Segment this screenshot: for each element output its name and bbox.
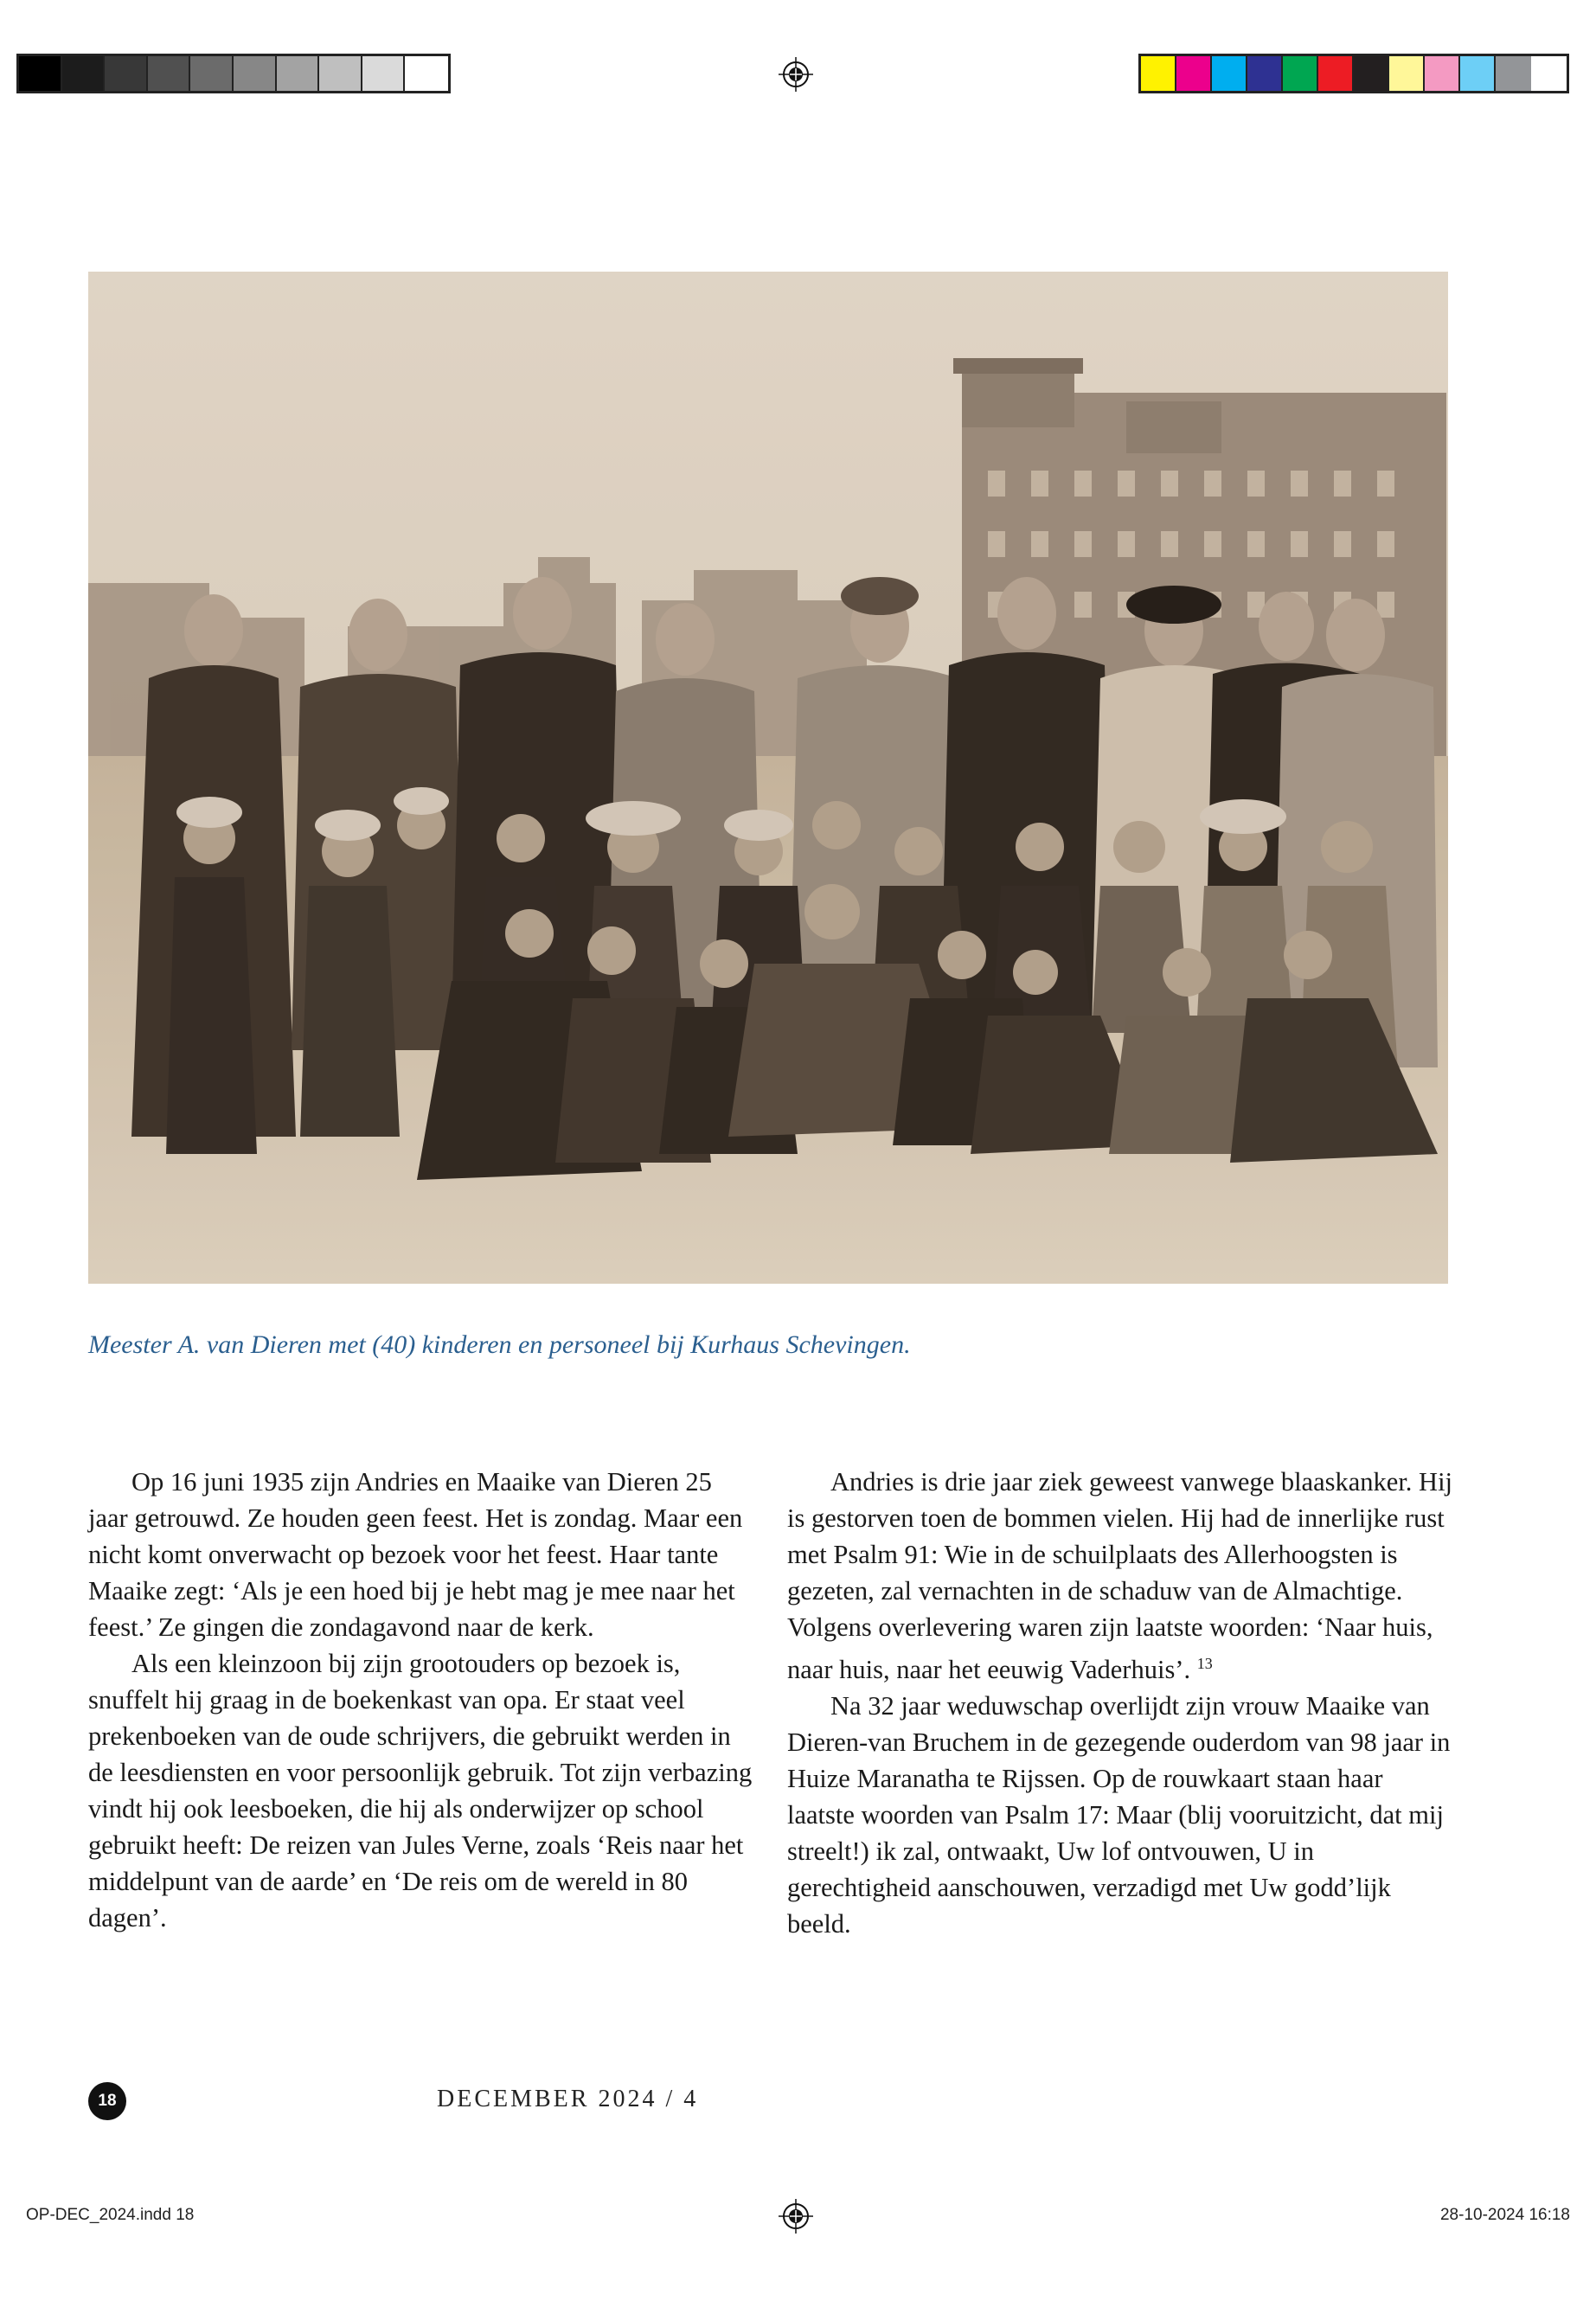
color-swatch [1141,56,1176,91]
color-swatch [1496,56,1531,91]
slug-timestamp: 28-10-2024 16:18 [1439,2206,1570,2224]
color-swatch [1460,56,1496,91]
body-paragraph [787,1464,1453,1688]
historic-group-photo [88,272,1448,1284]
body-paragraph: Na 32 jaar weduwschap overlijdt zijn vrouw Maaike van Dieren-van Bruchem in de gezegende ouderdom van 98 jaar in Huize Maranatha te Rijssen. Op de rouwkaart staan haar laatste woorden van Psalm 17: Maar (blij vooruitzicht, dat mij streelt!) ik zal, ontwaakt, Uw lof ontvouwen, U in gerechtigheid aanschouwen, verzadigd met Uw godd’lijk beeld. [787,1691,1451,1939]
gray-swatch [19,56,62,91]
gray-swatch [234,56,277,91]
registration-mark-icon [779,2199,813,2234]
color-swatch [1247,56,1283,91]
gray-swatch [319,56,362,91]
body-paragraph: Als een kleinzoon bij zijn grootouders op bezoek is, snuffelt hij graag in de boekenkast van opa. Er staat veel prekenboeken van de oude schrijvers, die gebruikt werden in de leesdiensten en voor persoonlijk gebruik. Tot zijn verbazing vindt hij ook leesboeken, die hij als onderwijzer op school gebruikt heeft: De reizen van Jules Verne, zoals ‘Reis naar het middelpunt van de aarde’ en ‘De reis om de wereld in 80 dagen’. [88,1649,753,1932]
registration-mark-icon [779,57,813,92]
color-swatch [1212,56,1247,91]
text-column-right [787,1464,1453,1942]
color-swatch [1283,56,1318,91]
gray-swatch [148,56,191,91]
text-column-left [88,1464,754,1936]
slug-filename: OP-DEC_2024.indd 18 [26,2206,195,2224]
gray-swatch [62,56,106,91]
color-swatch [1425,56,1460,91]
body-paragraph: Op 16 juni 1935 zijn Andries en Maaike van Dieren 25 jaar getrouwd. Ze houden geen feest. Het is zondag. Maar een nicht komt onverwacht op bezoek voor het feest. Haar tante Maaike zegt: ‘Als je een hoed bij je hebt mag je mee naar het feest.’ Ze gingen die zondagavond naar de kerk. [88,1467,743,1642]
color-swatch [1389,56,1425,91]
color-swatch [1176,56,1212,91]
gray-swatch [277,56,320,91]
photo-caption: Meester A. van Dieren met (40) kinderen en personeel bij Kurhaus Schevingen. [88,1330,911,1359]
gray-swatch [362,56,406,91]
gray-swatch [190,56,234,91]
gray-swatch [105,56,148,91]
color-swatch [1318,56,1354,91]
process-color-bar [1138,54,1569,93]
page-number-badge: 18 [88,2082,126,2120]
grayscale-color-bar [16,54,451,93]
body-paragraph-text: Andries is drie jaar ziek geweest vanwege blaaskanker. Hij is gestorven toen de bommen vielen. Hij had de innerlijke rust met Psalm 91: Wie in de schuilplaats des Allerhoogsten is gezeten, zal vernachten in de schaduw van de Almachtige. Volgens overlevering waren zijn laatste woorden: ‘Naar huis, naar huis, naar het eeuwig Vaderhuis’. [787,1467,1453,1685]
color-swatch [1354,56,1389,91]
issue-label: DECEMBER 2024 / 4 [437,2086,699,2112]
gray-swatch [405,56,448,91]
footnote-reference: 13 [1196,1655,1213,1672]
